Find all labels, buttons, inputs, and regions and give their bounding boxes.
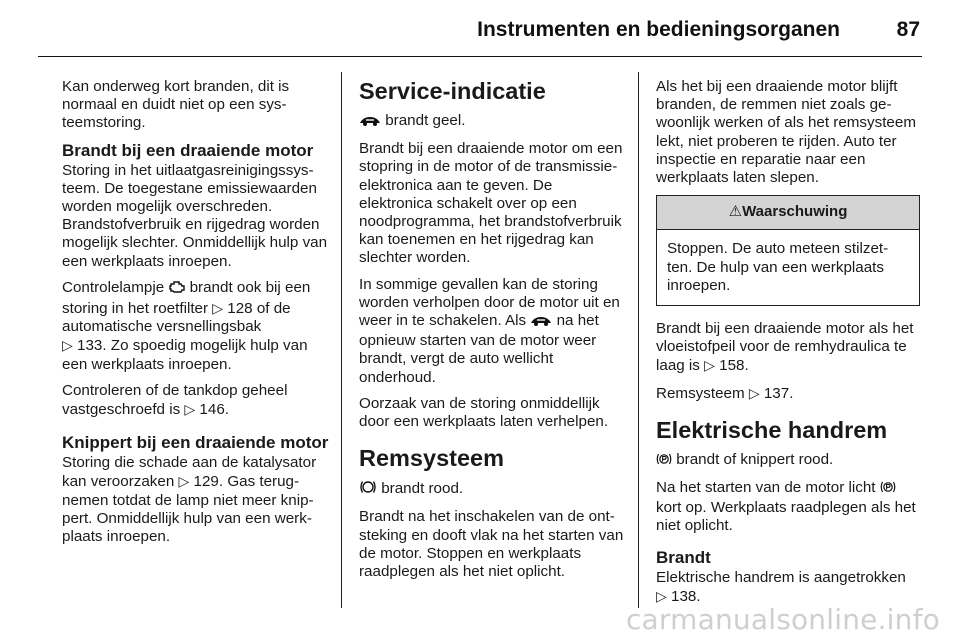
- header-rule: [38, 56, 922, 57]
- text-span: brandt ook bij een storing in het roetfilter: [62, 278, 311, 318]
- text-span: of de automatische versnellingsbak: [62, 300, 291, 336]
- section-heading: Knippert bij een draaiende motor: [62, 433, 329, 453]
- text-span: . Zo spoedig mogelijk hulp van een werkplaats inroepen.: [62, 337, 308, 373]
- text-span: Controlelampje: [62, 278, 169, 296]
- service-car-icon: [530, 314, 552, 332]
- paragraph: Als het bij een draaiende motor blijft branden, de remmen niet zoals gewoonlijk werken of als het remsysteem lekt, niet proberen te rijden. Auto ter inspectie en reparatie naar een werkplaats laten slepen.: [656, 78, 916, 187]
- text-span: Brandt bij een draaiende motor als het vloeistofpeil voor de remhydraulica te laag is: [656, 320, 914, 375]
- paragraph: [656, 479, 924, 536]
- paragraph: [62, 279, 330, 374]
- text-span: In sommige gevallen kan de storing worden verholpen door de motor uit en weer in te schakelen. Als: [359, 275, 620, 330]
- reference-arrow-icon: ▷: [178, 473, 190, 490]
- section-heading: Brandt bij een draaiende motor: [62, 140, 314, 160]
- watermark: carmanualsonline.info: [625, 603, 940, 636]
- paragraph: [359, 479, 627, 500]
- engine-check-icon: [168, 280, 185, 299]
- reference-arrow-icon: ▷: [748, 384, 760, 401]
- reference-arrow-icon: ▷: [656, 587, 667, 604]
- reference-arrow-icon: ▷: [212, 300, 224, 317]
- text-span: brandt geel.: [381, 112, 466, 129]
- text-span: kort op. Werkplaats raadplegen als het niet oplicht.: [656, 499, 916, 535]
- column-3: [656, 78, 924, 614]
- page-number: 87: [896, 18, 920, 41]
- text-span: Remsysteem: [656, 384, 749, 402]
- reference-arrow-icon: ▷: [704, 357, 715, 374]
- text-span: .: [696, 587, 701, 605]
- column-2: [359, 78, 627, 589]
- page-reference[interactable]: 129: [193, 473, 219, 491]
- warning-body: Stoppen. De auto meteen stilzetten. De hulp van een werkplaats inroepen.: [667, 240, 889, 294]
- column-divider: [341, 72, 342, 608]
- paragraph: Oorzaak van de storing onmiddellijk door een werkplaats laten verhelpen.: [359, 394, 609, 431]
- section-title-service: Service-indicatie: [359, 78, 546, 104]
- section-heading: Brandt: [656, 547, 711, 567]
- paragraph: [359, 276, 627, 387]
- reference-arrow-icon: ▷: [62, 337, 73, 354]
- page-header: [0, 0, 960, 58]
- paragraph: [656, 320, 924, 376]
- text-span: .: [789, 384, 794, 402]
- text-span: brandt of knippert rood.: [672, 450, 834, 468]
- text-span: Controleren of de tankdop geheel vastgeschroefd is: [62, 381, 288, 419]
- paragraph: Brandt bij een draaiende motor om een stopring in de motor of de transmissie-elektronica aan te geven. De elektronica schakelt over op een noodprogramma, het brandstofverbruik kan toenemen en het rijgedrag kan slechter worden.: [359, 140, 623, 267]
- paragraph: [656, 384, 924, 403]
- electric-parking-brake-icon: [656, 452, 672, 471]
- section-title-brakes: Remsysteem: [359, 445, 505, 472]
- column-divider: [638, 72, 639, 608]
- warning-title: Waarschuwing: [742, 203, 848, 221]
- electric-parking-brake-icon: [880, 480, 896, 499]
- warning-header: [657, 196, 919, 230]
- text-span: .: [224, 401, 229, 419]
- page-reference[interactable]: 133: [77, 337, 103, 355]
- warning-box: [656, 195, 920, 306]
- service-car-icon: [359, 114, 381, 132]
- section-title-handbrake: Elektrische handrem: [656, 416, 888, 443]
- column-1: [62, 78, 330, 554]
- page-reference[interactable]: 137: [763, 384, 790, 402]
- text-span: .: [744, 357, 749, 375]
- paragraph: [656, 451, 924, 471]
- paragraph: Storing in het uitlaatgasreinigingssysteem. De toegestane emissiewaarden worden mogelijk overschreden. Brandstofverbruik en rijgedrag worden mogelijk slechter. Onmiddellijk hulp van een werkplaats inroepen.: [62, 161, 328, 270]
- warning-triangle-icon: ⚠: [728, 203, 743, 221]
- page-reference[interactable]: 128: [227, 300, 253, 318]
- text-span: na het opnieuw starten van de motor weer brandt, vergt de auto wellicht onderhoud.: [359, 312, 599, 386]
- page-reference[interactable]: 146: [199, 401, 225, 419]
- paragraph: [62, 382, 330, 419]
- text-span: brandt rood.: [377, 480, 464, 498]
- text-span: Na het starten van de motor licht: [656, 479, 880, 497]
- text-span: Elektrische handrem is aangetrokken: [656, 568, 906, 586]
- brake-warning-icon: [359, 479, 377, 500]
- page-reference[interactable]: 158: [719, 357, 745, 375]
- reference-arrow-icon: ▷: [184, 401, 196, 418]
- paragraph: Brandt na het inschakelen van de ontsteking en dooft vlak na het starten van de motor. Stoppen en werkplaats raadplegen als het niet oplicht.: [359, 508, 624, 581]
- page-title: Instrumenten en bedieningsorganen: [477, 18, 840, 41]
- paragraph: [359, 112, 627, 132]
- paragraph: Kan onderweg kort branden, dit is normaal en duidt niet op een systeemstoring.: [62, 78, 290, 132]
- paragraph: [62, 454, 330, 546]
- text-span: Storing die schade aan de katalysator kan veroorzaken: [62, 454, 317, 491]
- text-span: . Gas terugnemen totdat de lamp niet meer knippert. Onmiddellijk hulp van een werkplaats inroepen.: [62, 473, 314, 546]
- paragraph: [656, 569, 924, 606]
- page-reference[interactable]: 138: [671, 587, 697, 605]
